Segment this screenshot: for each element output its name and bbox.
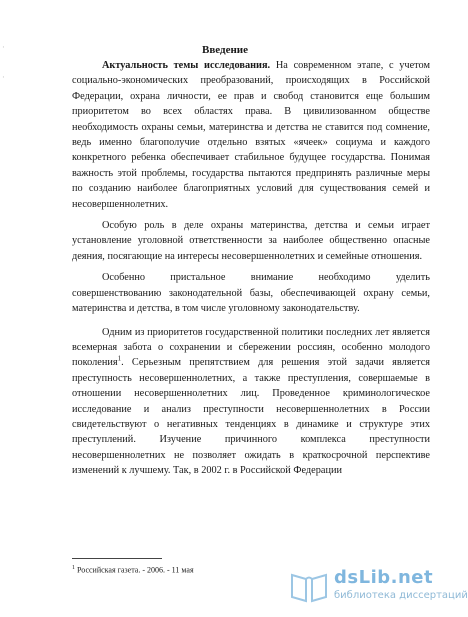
scan-mark: ˌ: [2, 40, 5, 48]
paragraph-text: . Серьезным препятствием для решения этой задачи является преступность несовершеннолетних, а также преступления, совершаемые в отношении несовершеннолетних лиц. Проведенное криминологическое исследование и анализ преступности несовершеннолетних в России свидетельствуют о негативных тенденциях в динамике и структуре этих преступлений. Изучение причинного комплекса преступности несовершеннолетних не позволяет ожидать в краткосрочной перспективе изменений к лучшему. Так, в 2002 г. в Российской Федерации: [72, 357, 430, 477]
footnote-reference[interactable]: 1: [117, 354, 122, 363]
paragraph: [72, 325, 430, 479]
watermark: [288, 567, 468, 607]
footnote-number: 1: [72, 565, 75, 571]
paragraph-lead: Актуальность темы исследования.: [102, 60, 271, 71]
paragraph: [72, 218, 430, 264]
dslib-logo-icon: [288, 567, 330, 603]
paragraph-text: Одним из приоритетов государственной политики последних лет является всемерная забота о сохранении и сбережении россиян, особенно молодого поколения: [72, 326, 430, 369]
watermark-subtitle: библиотека диссертаций: [334, 590, 468, 601]
body-text: [72, 58, 430, 485]
watermark-brand: dsLib.net: [334, 567, 434, 588]
paragraph-text: Особенно пристальное внимание необходимо уделить совершенствованию законодательной базы, обеспечивающей охрану семьи, материнства и детства, в том числе уголовному законодательству.: [72, 272, 430, 315]
paragraph-text: На современном этапе, с учетом социально-экономических преобразований, происходящих в Российской Федерации, охрана личности, ее прав и свобод становится еще большим приоритетом во всех областях права. В цивилизованном обществе необходимость охраны семьи, материнства и детства не ставится под сомнение, ведь именно благополучие отдельно взятых «ячеек» социума и каждого конкретного ребенка обеспечивает стабильное будущее государства. Понимая важность этой проблемы, государства пытаются предпринять различные меры по созданию наиболее благоприятных условий для существования семей и несовершеннолетних.: [72, 60, 431, 210]
section-heading: Введение: [201, 44, 249, 56]
paragraph-text: Особую роль в деле охраны материнства, детства и семьи играет установление уголовной ответственности за наиболее общественно опасные деяния, посягающие на интересы несовершеннолетних и семейные отношения.: [72, 220, 430, 262]
paragraph: [72, 270, 430, 316]
footnote-divider: [72, 558, 162, 559]
footnote: [72, 563, 194, 576]
paragraph: [72, 58, 430, 212]
footnote-text: Российская газета. - 2006. - 11 мая: [77, 565, 194, 575]
scan-mark: ˌ: [2, 70, 5, 78]
